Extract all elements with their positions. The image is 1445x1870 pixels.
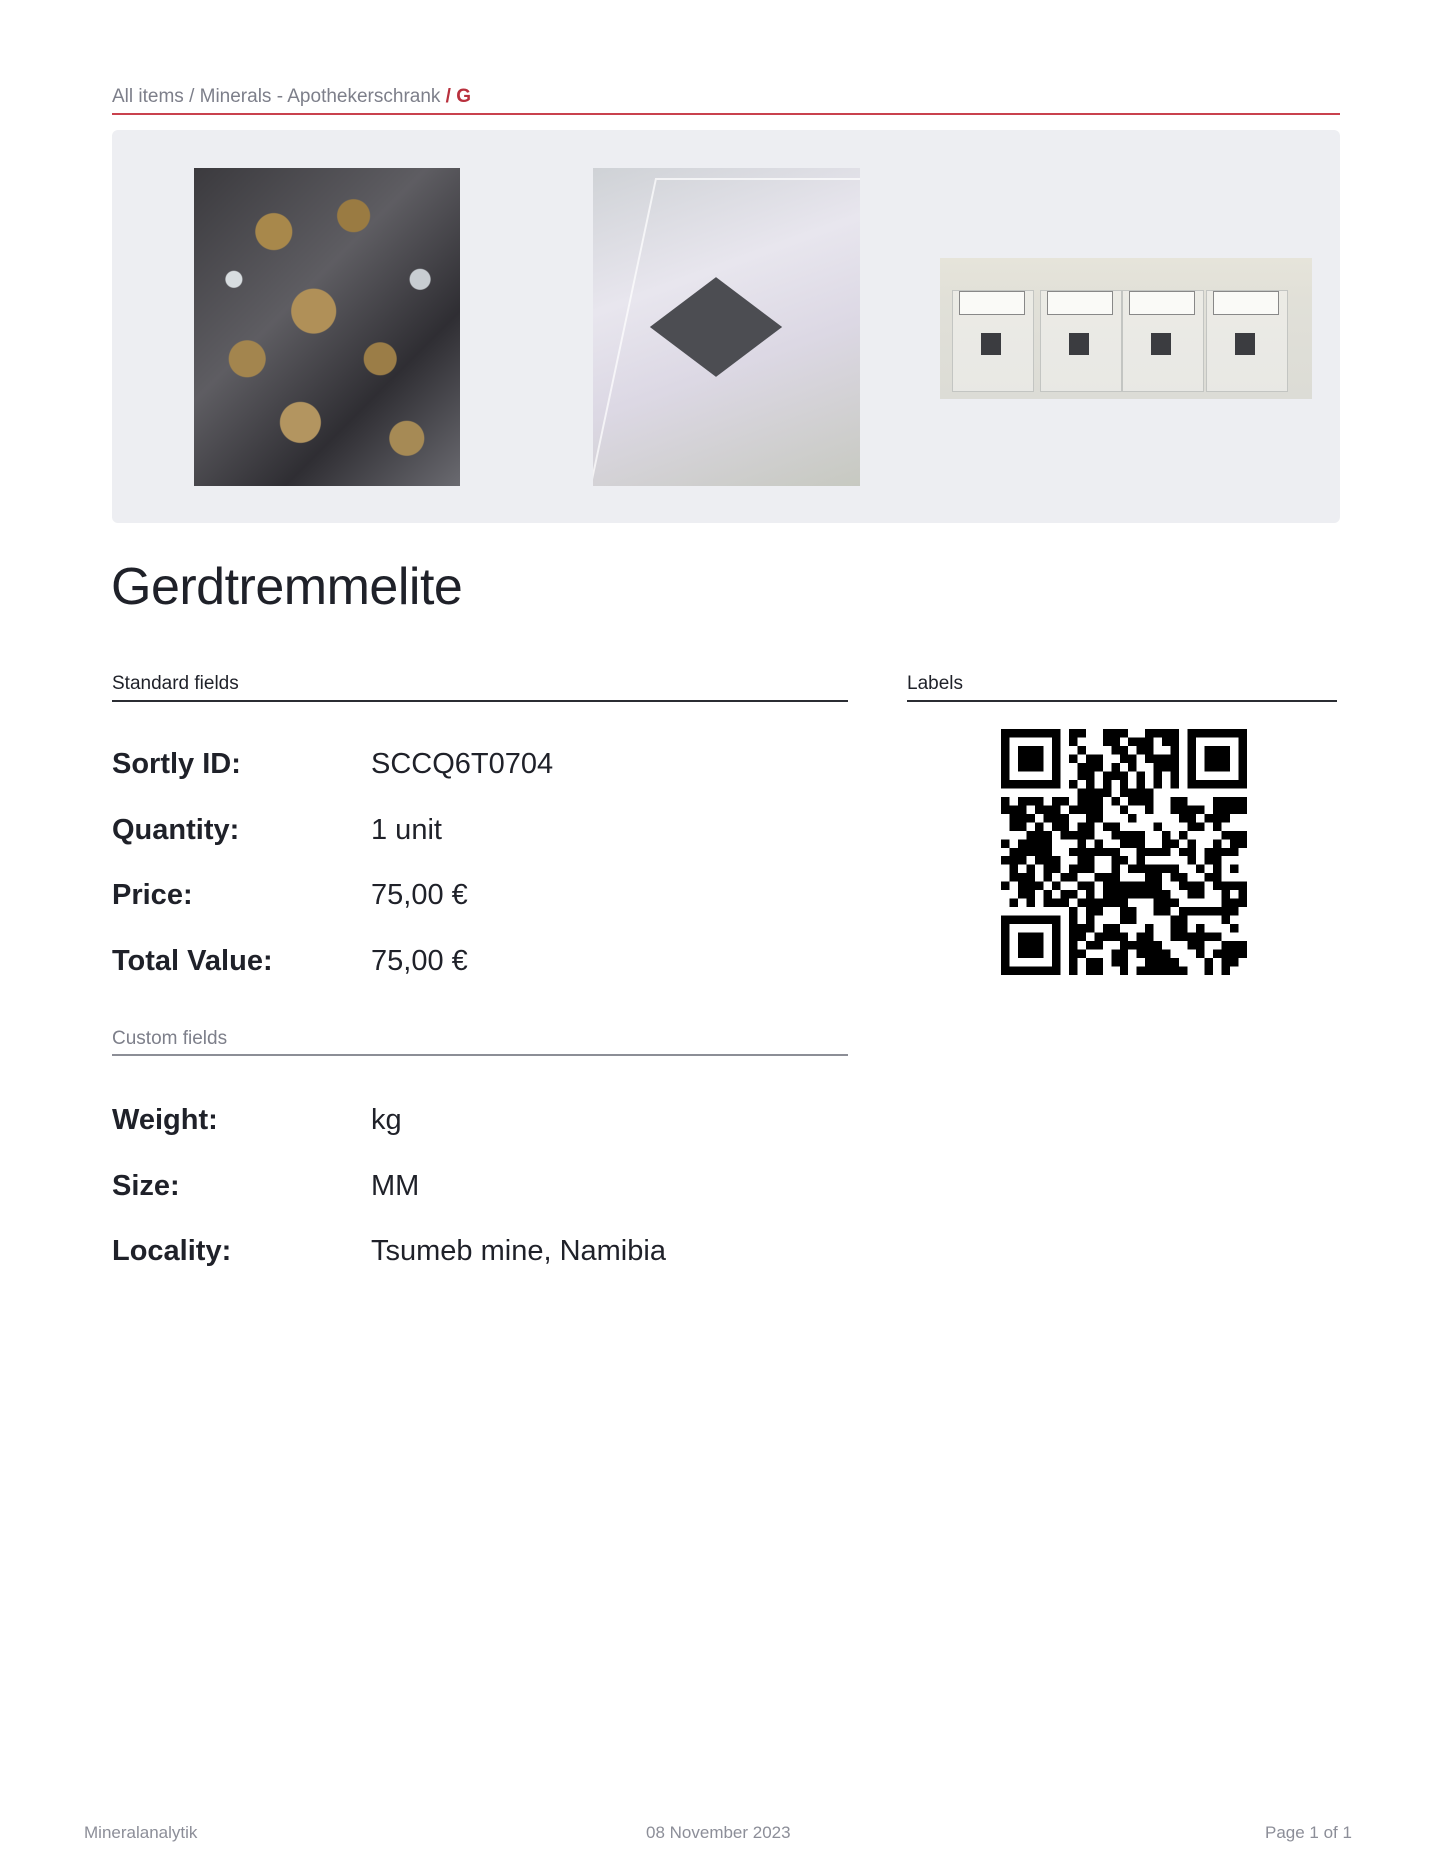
specimen-box xyxy=(1122,290,1204,392)
photo-labeled-boxes[interactable] xyxy=(940,258,1312,399)
specimen-square xyxy=(1151,333,1171,355)
footer-date: 08 November 2023 xyxy=(646,1823,791,1842)
breadcrumb-divider xyxy=(112,113,1340,115)
photo-crystals[interactable] xyxy=(194,168,460,486)
box-label xyxy=(1213,291,1279,315)
field-value-price: 75,00 € xyxy=(371,879,468,911)
field-value-size: MM xyxy=(371,1170,420,1202)
box-label xyxy=(1047,291,1113,315)
breadcrumb xyxy=(112,86,471,108)
labels-heading: Labels xyxy=(907,673,963,694)
footer-company: Mineralanalytik xyxy=(84,1823,198,1842)
specimen-square xyxy=(1235,333,1255,355)
photo-gallery xyxy=(112,130,1340,523)
specimen-square xyxy=(1069,333,1089,355)
custom-fields-heading: Custom fields xyxy=(112,1028,228,1049)
box-label xyxy=(959,291,1025,315)
field-value-weight: kg xyxy=(371,1104,402,1136)
breadcrumb-current: / G xyxy=(440,86,472,107)
specimen-square xyxy=(981,333,1001,355)
field-label-price: Price: xyxy=(112,879,193,911)
field-value-quantity: 1 unit xyxy=(371,814,442,846)
footer-page-number: Page 1 of 1 xyxy=(1265,1823,1352,1842)
breadcrumb-path[interactable]: All items / Minerals - Apothekerschrank xyxy=(112,86,441,107)
specimen-box xyxy=(1040,290,1122,392)
box-label xyxy=(1129,291,1195,315)
field-value-total-value: 75,00 € xyxy=(371,945,468,977)
field-label-total-value: Total Value: xyxy=(112,945,273,977)
field-value-sortly-id: SCCQ6T0704 xyxy=(371,748,554,780)
specimen-box xyxy=(1206,290,1288,392)
standard-fields-heading: Standard fields xyxy=(112,673,239,694)
specimen-box xyxy=(952,290,1034,392)
field-label-size: Size: xyxy=(112,1170,180,1202)
qr-code-icon[interactable] xyxy=(1001,729,1247,975)
standard-fields-divider xyxy=(112,700,848,702)
custom-fields-divider xyxy=(112,1054,848,1056)
field-label-weight: Weight: xyxy=(112,1104,218,1136)
labels-divider xyxy=(907,700,1337,702)
field-label-locality: Locality: xyxy=(112,1235,232,1267)
field-value-locality: Tsumeb mine, Namibia xyxy=(371,1235,666,1267)
field-label-quantity: Quantity: xyxy=(112,814,240,846)
photo-specimen-box[interactable] xyxy=(593,168,860,486)
field-label-sortly-id: Sortly ID: xyxy=(112,748,241,780)
page-title: Gerdtremmelite xyxy=(111,558,463,616)
